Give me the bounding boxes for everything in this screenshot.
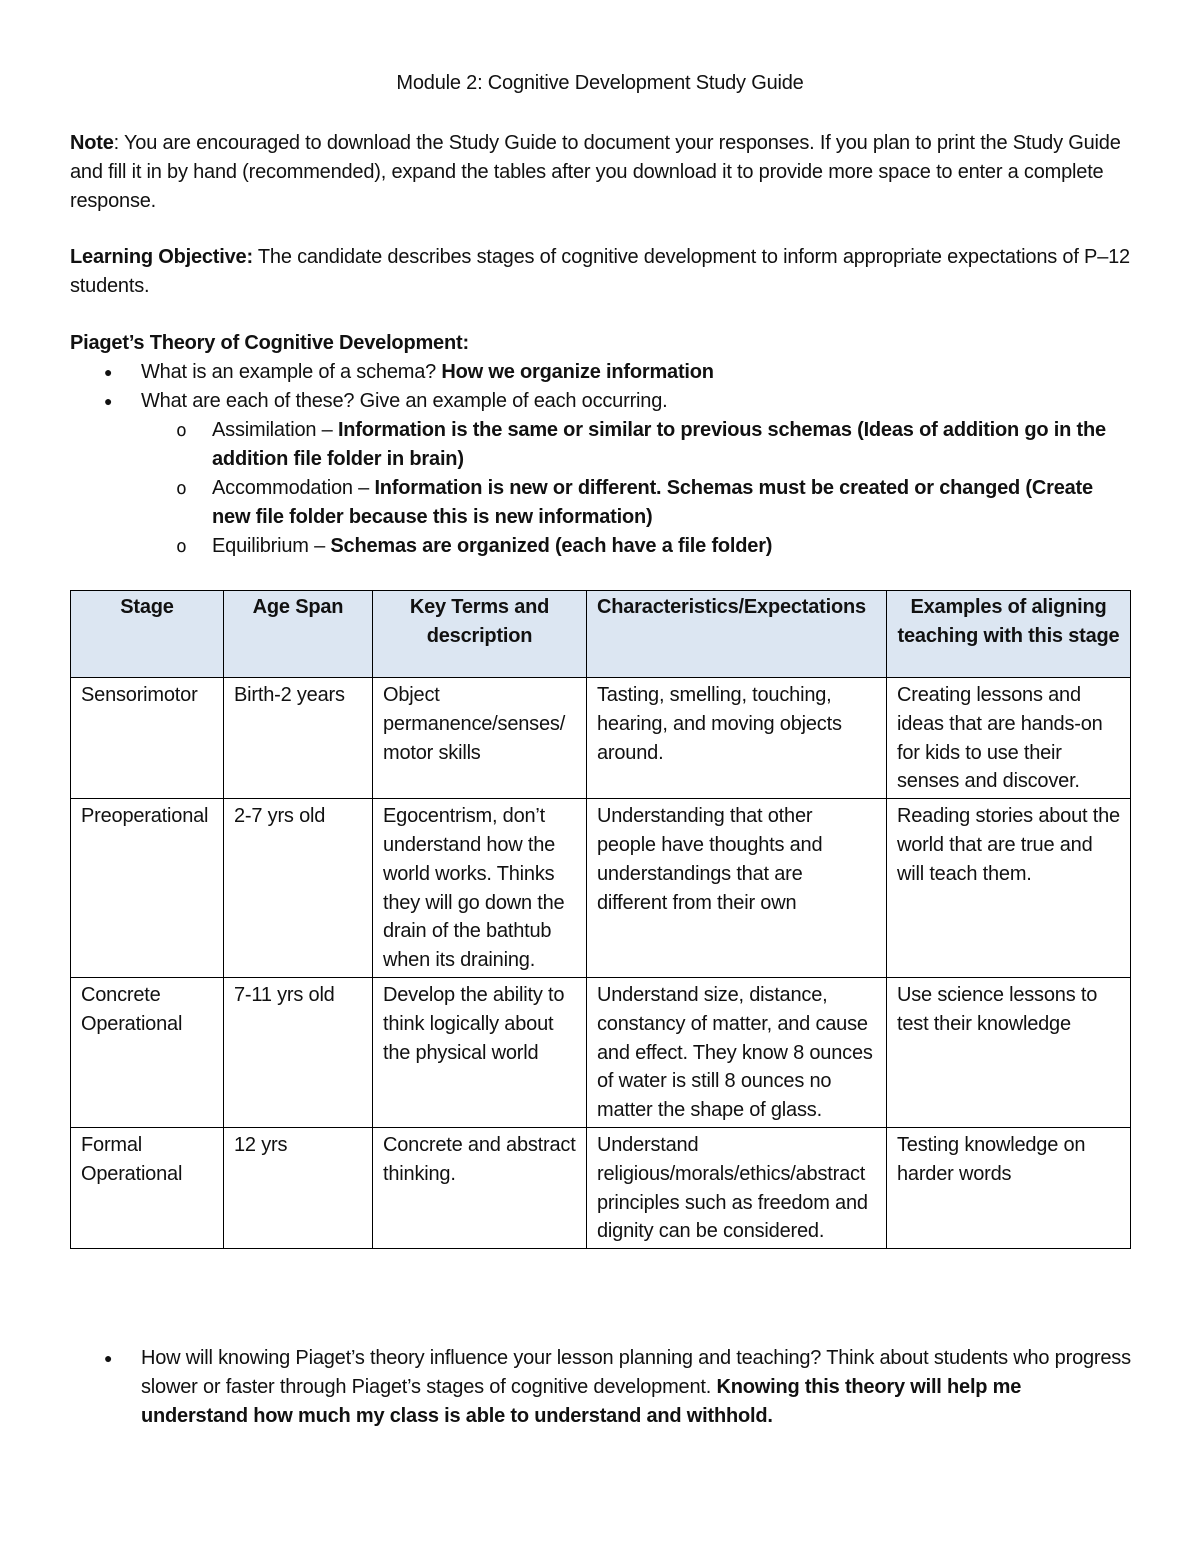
cell-key-terms: Develop the ability to think logically about the physical world [373,977,587,1127]
question-schema-answer: How we organize information [441,361,714,383]
cell-characteristics: Understanding that other people have thoughts and understandings that are different from their own [587,799,887,978]
accommodation-answer: Information is new or different. Schemas must be created or changed (Create new file folder because this is new information) [212,477,1093,528]
table-row [71,1127,1131,1248]
bullet-icon: ● [104,1350,113,1366]
sub-bullet-icon: o [176,478,187,499]
sub-bullet-icon: o [176,420,187,441]
table-row [71,977,1131,1127]
bullet-icon: ● [104,393,113,409]
header-key-terms: Key Terms and description [373,591,587,678]
assimilation-item [212,416,1132,474]
cell-age-span: 7-11 yrs old [224,977,373,1127]
cell-age-span: Birth-2 years [224,678,373,799]
cell-stage: Preoperational [71,799,224,978]
cell-stage: Formal Operational [71,1127,224,1248]
cell-examples: Testing knowledge on harder words [887,1127,1131,1248]
question-schema-prompt: What is an example of a schema? [141,361,442,383]
cell-stage: Sensorimotor [71,678,224,799]
closing-prompt: How will knowing Piaget’s theory influence your lesson planning and teaching? Think about students who progress slower or faster through Piaget’s stages of cognitive development. [141,1347,1131,1398]
closing-answer: Knowing this theory will help me understand how much my class is able to understand and withhold. [141,1376,1022,1427]
cell-examples: Creating lessons and ideas that are hands-on for kids to use their senses and discover. [887,678,1131,799]
cell-key-terms: Object permanence/senses/motor skills [373,678,587,799]
equilibrium-term: Equilibrium – [212,535,331,557]
cell-key-terms: Egocentrism, don’t understand how the world works. Thinks they will go down the drain of the bathtub when its draining. [373,799,587,978]
header-age-span: Age Span [224,591,373,678]
accommodation-item [212,474,1132,532]
cell-examples: Use science lessons to test their knowledge [887,977,1131,1127]
assimilation-answer: Information is the same or similar to previous schemas (Ideas of addition go in the addition file folder in brain) [212,419,1106,470]
learning-objective [70,243,1130,301]
equilibrium-item [212,532,1132,561]
note-paragraph [70,129,1130,216]
cell-stage: Concrete Operational [71,977,224,1127]
assimilation-term: Assimilation – [212,419,338,441]
cell-age-span: 2-7 yrs old [224,799,373,978]
stages-table [70,590,1131,1249]
cell-examples: Reading stories about the world that are true and will teach them. [887,799,1131,978]
equilibrium-answer: Schemas are organized (each have a file folder) [330,535,773,557]
bullet-icon: ● [104,364,113,380]
cell-characteristics: Tasting, smelling, touching, hearing, and moving objects around. [587,678,887,799]
piaget-heading: Piaget’s Theory of Cognitive Development: [70,332,469,354]
note-label: Note [70,132,114,154]
table-row [71,799,1131,978]
accommodation-term: Accommodation – [212,477,375,499]
question-schema [141,358,1131,387]
table-row [71,678,1131,799]
header-characteristics: Characteristics/Expectations [587,591,887,678]
table-header-row [71,591,1131,678]
cell-age-span: 12 yrs [224,1127,373,1248]
cell-characteristics: Understand religious/morals/ethics/abstract principles such as freedom and dignity can be considered. [587,1127,887,1248]
objective-text: The candidate describes stages of cognitive development to inform appropriate expectations of P–12 students. [70,246,1130,297]
closing-question [141,1344,1131,1431]
page-title: Module 2: Cognitive Development Study Guide [396,72,804,94]
note-text: : You are encouraged to download the Study Guide to document your responses. If you plan to print the Study Guide and fill it in by hand (recommended), expand the tables after you download it to provide more space to enter a complete response. [70,132,1121,212]
cell-key-terms: Concrete and abstract thinking. [373,1127,587,1248]
objective-label: Learning Objective: [70,246,253,268]
header-examples: Examples of aligning teaching with this stage [887,591,1131,678]
cell-characteristics: Understand size, distance, constancy of matter, and cause and effect. They know 8 ounces of water is still 8 ounces no matter the shape of glass. [587,977,887,1127]
question-terms: What are each of these? Give an example of each occurring. [141,390,668,412]
sub-bullet-icon: o [176,536,187,557]
header-stage: Stage [71,591,224,678]
